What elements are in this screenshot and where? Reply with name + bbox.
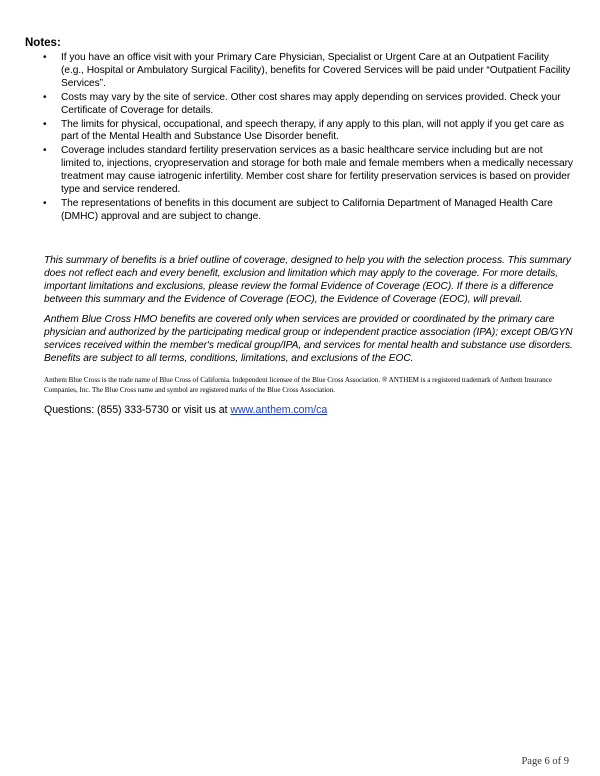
list-item xyxy=(43,92,573,118)
questions-line xyxy=(44,404,327,417)
notes-list xyxy=(43,52,573,225)
bullet-icon: • xyxy=(43,52,47,63)
page-number: Page 6 of 9 xyxy=(521,756,569,767)
legal-disclaimer: Anthem Blue Cross is the trade name of Blue Cross of California. Independent licensee of the Blue Cross Association. ® ANTHEM is a registered trademark of Anthem Insurance Companies, Inc. The Blue Cross name and symbol are registered marks of the Blue Cross Association. xyxy=(44,376,552,394)
notes-heading: Notes: xyxy=(25,37,61,49)
list-item xyxy=(43,119,573,145)
bullet-icon: • xyxy=(43,118,47,130)
note-text: If you have an office visit with your Primary Care Physician, Specialist or Urgent Care at an Outpatient Facility (e.g., Hospital or Ambulatory Surgical Facility), benefits for Covered Services will be paid under “Outpatient Facility Services”. xyxy=(61,52,571,89)
questions-text: Questions: (855) 333-5730 or visit us at xyxy=(44,404,231,416)
note-text: The representations of benefits in this document are subject to California Department of Managed Health Care (DMHC) approval and are subject to change. xyxy=(61,197,553,222)
bullet-icon: • xyxy=(43,91,47,103)
bullet-icon: • xyxy=(43,145,47,157)
summary-paragraph: This summary of benefits is a brief outline of coverage, designed to help you with the selection process. This summary does not reflect each and every benefit, exclusion and limitation which may apply to the coverage. For more details, important limitations and exclusions, please review the formal Evidence of Coverage (EOC). If there is a difference between this summary and the Evidence of Coverage (EOC), the Evidence of Coverage (EOC), will prevail. xyxy=(44,255,571,305)
anthem-website-link[interactable]: www.anthem.com/ca xyxy=(230,404,328,416)
bullet-icon: • xyxy=(43,197,47,209)
list-item xyxy=(43,198,573,224)
note-text: The limits for physical, occupational, and speech therapy, if any apply to this plan, will not apply if you get care as part of the Mental Health and Substance Use Disorder benefit. xyxy=(61,118,564,143)
note-text: Coverage includes standard fertility preservation services as a basic healthcare service including but are not limited to, injections, cryopreservation and storage for both male and female members when a medically necessary treatment may cause iatrogenic infertility. Member cost share for fertility preservation services is based on provider type and service rendered. xyxy=(61,145,573,196)
list-item xyxy=(43,145,573,197)
list-item xyxy=(43,52,573,91)
hmo-coverage-paragraph: Anthem Blue Cross HMO benefits are covered only when services are provided or coordinated by the primary care physician and authorized by the participating medical group or independent practice association (IPA); except OB/GYN services received within the member's medical group/IPA, and services for mental health and substance use disorders. Benefits are subject to all terms, conditions, limitations, and exclusions of the EOC. xyxy=(44,314,573,364)
note-text: Costs may vary by the site of service. Other cost shares may apply depending on services provided. Check your Certificate of Coverage for details. xyxy=(61,91,561,116)
